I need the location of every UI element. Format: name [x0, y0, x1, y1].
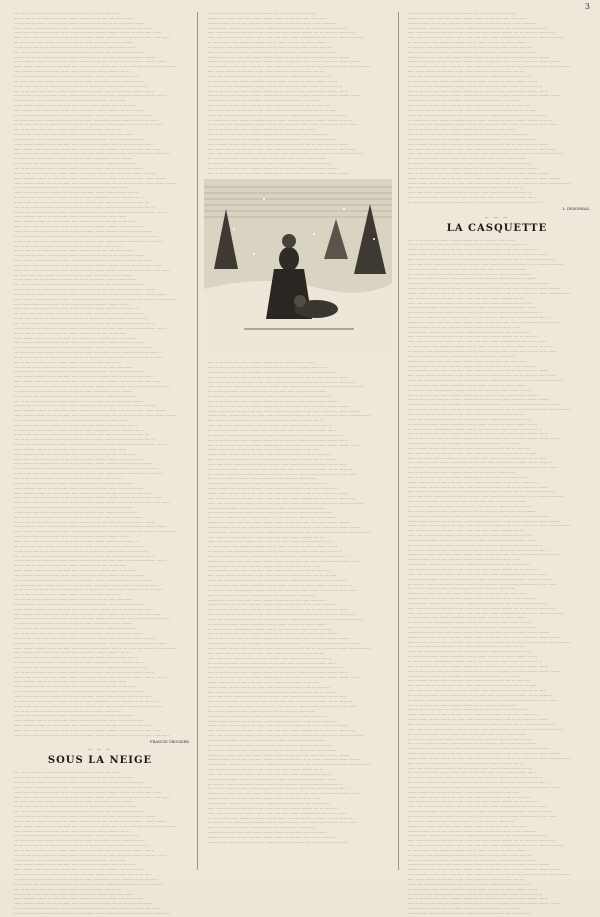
- story-title: SOUS LA NEIGE: [47, 755, 153, 767]
- section-separator: — — —: [484, 213, 510, 219]
- column-1: [10, 12, 190, 917]
- story-body-text: ····· ··· ···· ······· ······ ········ ········· ·········· ····· ··· ···· ······· ······ ········ ·········· ····· ··· ···· ······· ······ ········ ········· ·········· ····· ··· ···· ······· ······ ········ ········· ·········· ····· ··· ···· ······· ······ ········ ········· ·········· ····· ··· ···· ······· ······ ········ ········ ········· ·········· ····· ··· ···· ······· ······ ········ ········· ·········· ····· ··· ···· ······· ······ ········ ······ ········ ········· ·········· ····· ··· ···· ······· ······ ········ ········· ·········· ····· ··· ···· ······· ······ ········ ······· ······ ········ ········· ·········· ····· ··· ···· ······· ······ ········ ········· ·········· ····· ··· ···· ······· ······ ········ ···· ······· ······ ········ ········· ·········· ····· ··· ···· ······· ······ ········ ········· ·········· ··· ···· ······· ······ ········ ········· ·········· ····· ··· ···· ······· ······ ········ ········· ·········· ····· ··· ···· ······· ······ ········ ········· ·········· ····· ··· ···· ······· ······ ········ ········· ·········· ·········· ····· ··· ···· ······· ······ ········ ········· ·········· ····· ··· ···· ······· ······ ········ ········· ·········· ········· ·········· ····· ··· ···· ······· ······ ········ ········· ·········· ····· ··· ···· ······· ······ ········ ········· ·········· ········ ········· ·········· ····· ··· ···· ······· ······ ········ ········· ·········· ····· ··· ···· ······· ······ ········ ········· ·········· ······ ········ ········· ·········· ····· ··· ···· ······· ······ ········ ········· ·········· ····· ··· ······· ······ ········ ········· ·········· ····· ··· ···· ······· ······ ········ ········· ·········· ····· ··· ···· ······· ······ ········ ········· ·········· ····· ··· ···· ······· ······ ········ ········· ·········· ····· ··· ··· ···· ······· ······ ········ ········· ·········· ····· ··· ···· ······· ······ ········ ········· ·········· ····· ··· ····· ··· ···· ······· ······ ········ ········· ·········· ····· ··· ···· ······· ······ ········ ········· ·········· ····· ··· ·········· ····· ··· ···· ······· ······ ········ ········· ·········· ····· ··· ···· ······· ······ ········ ········· ·········· ····· ··· ········· ·········· ····· ··· ···· ······· ······ ········ ········· ·········· ····· ··· ···· ······· ········ ········· ·········· ····· ··· ···· ······· ······ ········ ········· ·········· ····· ··· ···· ······· ······ ········ ········· ·········· ····· ··· ···· ······· ······ ········ ········· ·········· ····· ··· ···· ······· ······· ······ ········ ········· ·········· ····· ··· ···· ······· ······ ········ ········· ·········· ····· ··· ···· ······· ···· ······· ······ ········ ········· ·········· ····· ··· ···· ······· ······ ········ ········· ·········· ····· ··· ···· ······· ··· ···· ······· ······ ········ ········· ·········· ····· ··· ···· ······· ······ ········ ········· ·········· ····· ··· ···· ······· ····· ··· ···· ······· ······ ········ ········· ·········· ····· ··· ···· ······· ······ ········ ·········· ····· ··· ···· ······· ······ ········ ········· ·········· ····· ··· ···· ······· ······ ········ ········· ·········· ····· ··· ···· ······· ······ ········ ········· ·········· ····· ··· ···· ······· ······ ········ ········ ········· ·········· ····· ··· ···· ······· ······ ········ ········· ·········· ····· ··· ···· ······· ······ ········ ······ ········ ········· ·········· ····· ··· ···· ······· ······ ········ ········· ·········· ····· ··· ···· ······· ······ ········ ······· ······ ········ ········· ·········· ····· ··· ···· ······· ······ ········ ········· ·········· ····· ··· ···· ······· ······ ········ ···· ······· ······ ········ ········· ·········· ····· ··· ···· ······· ······ ········ ········· ·········· ··· ···· ······· ······ ········ ········· ·········· ····· ··· ···· ······· ······ ········ ········· ·········· ····· ··· ···· ······· ······ ········ ········· ·········· ····· ··· ···· ······· ······ ········ ········· ·········· ·········· ····· ··· ···· ······· ······ ········ ········· ·········· ····· ··· ···· ······· ······ ········ ········· ·········· ········· ·········· ····· ··· ···· ······· ······ ········ ········· ·········· ····· ··· ···· ······· ······ ········ ········· ·········· ········ ········· ·········· ····· ··· ···· ······· ······ ········ ········· ·········· ····· ··· ···· ······· ······ ········ ········· ·········· ······ ········ ········· ·········· ····· ··· ···· ······· ······ ········ ········· ·········· ····· ··· ······· ······ ········ ········· ·········· ····· ··· ···· ······· ······ ········ ········· ·········· ····· ··· ···· ······· ······ ········ ········· ·········· ····· ··· ···· ······· ······ ········ ········· ·········· ····· ··· ··· ···· ······· ······ ········ ········· ·········· ····· ··· ···· ······· ······ ········ ········· ·········· ····· ···: [408, 12, 570, 205]
- engraving-illustration: [204, 179, 392, 357]
- story-signature: L. DESORNAS.: [562, 207, 590, 212]
- page-number: 3: [584, 2, 590, 11]
- story-body-text: ····· ··· ···· ······· ······ ········ ········· ·········· ····· ··· ···· ······· ······ ········ ·········· ····· ··· ···· ······· ······ ········ ········· ·········· ····· ··· ···· ······· ······ ········ ········· ·········· ····· ··· ···· ······· ······ ········ ········· ·········· ····· ··· ···· ······· ······ ········ ········ ········· ·········· ····· ··· ···· ······· ······ ········ ········· ·········· ····· ··· ···· ······· ······ ········ ······ ········ ········· ·········· ····· ··· ···· ······· ······ ········ ········· ·········· ····· ··· ···· ······· ······ ········ ······· ······ ········ ········· ·········· ····· ··· ···· ······· ······ ········ ········· ·········· ····· ··· ···· ······· ······ ········ ···· ······· ······ ········ ········· ·········· ····· ··· ···· ······· ······ ········ ········· ·········· ··· ···· ······· ······ ········ ········· ·········· ····· ··· ···· ······· ······ ········ ········· ·········· ····· ··· ···· ······· ······ ········ ········· ·········· ····· ··· ···· ······· ······ ········ ········· ·········· ·········· ····· ··· ···· ······· ······ ········ ········· ·········· ····· ··· ···· ······· ······ ········ ········· ·········· ········· ·········· ····· ··· ···· ······· ······ ········ ········· ·········· ····· ··· ···· ······· ······ ········ ········· ·········· ········ ········· ·········· ····· ··· ···· ······· ······ ········ ········· ·········· ····· ··· ···· ······· ······ ········ ········· ·········· ······ ········ ········· ·········· ····· ··· ···· ······· ······ ········ ········· ·········· ····· ··· ······· ······ ········ ········· ·········· ····· ··· ···· ······· ······ ········ ········· ·········· ····· ··· ···· ······· ······ ········ ········· ·········· ····· ··· ···· ······· ······ ········ ········· ·········· ····· ··· ··· ···· ······· ······ ········ ········· ·········· ····· ··· ···· ······· ······ ········ ········· ·········· ····· ··· ····· ··· ···· ······· ······ ········ ········· ·········· ····· ··· ···· ······· ······ ········ ········· ·········· ····· ··· ·········· ····· ··· ···· ······· ······ ········ ········· ·········· ····· ··· ···· ······· ······ ········ ········· ·········· ····· ··· ········· ·········· ····· ··· ···· ······· ······ ········ ········· ·········· ····· ··· ···· ······· ········ ········· ·········· ····· ··· ···· ······· ······ ········ ········· ·········· ····· ··· ···· ······· ······ ········ ········· ·········· ····· ··· ···· ······· ······ ········ ········· ·········· ····· ··· ···· ······· ······· ······ ········ ········· ·········· ····· ··· ···· ······· ······ ········ ········· ·········· ····· ··· ···· ······· ···· ······· ······ ········ ········· ·········· ····· ··· ···· ······· ······ ········ ········· ·········· ····· ··· ···· ······· ··· ···· ······· ······ ········ ········· ·········· ····· ··· ···· ······· ······ ········ ········· ·········· ····· ··· ···· ······· ····· ··· ···· ······· ······ ········ ········· ·········· ····· ··· ···· ······· ······ ········ ·········· ····· ··· ···· ······· ······ ········ ········· ·········· ····· ··· ···· ······· ······ ········ ········· ·········· ····· ··· ···· ······· ······ ········ ········· ·········· ····· ··· ···· ······· ······ ········ ········ ········· ·········· ····· ··· ···· ······· ······ ········ ········· ·········· ····· ··· ···· ······· ······ ········ ······ ········ ········· ·········· ····· ··· ···· ······· ······ ········ ········· ·········· ····· ··· ···· ······· ······ ········ ······· ······ ········ ········· ·········· ····· ··· ···· ······· ······ ········ ········· ·········· ····· ··· ···· ······· ······ ········ ···· ······· ······ ········ ········· ·········· ····· ··· ···· ······· ······ ········ ········· ·········· ··· ···· ······· ······ ········ ········· ·········· ····· ··· ···· ······· ······ ········ ········· ·········· ····· ··· ···· ······· ······ ········ ········· ·········· ····· ··· ···· ······· ······ ········ ········· ·········· ·········· ····· ··· ···· ······· ······ ········ ········· ·········· ····· ··· ···· ······· ······ ········ ········· ·········· ········· ·········· ····· ··· ···· ······· ······ ········ ········· ·········· ····· ··· ···· ······· ······ ········ ········· ·········· ········ ········· ·········· ····· ··· ···· ······· ······ ········ ········· ·········· ····· ··· ···· ······· ······ ········ ········· ·········· ······ ········ ········· ·········· ····· ··· ···· ······· ······ ········ ········· ·········· ····· ··· ······· ······ ········ ········· ·········· ····· ··· ···· ······· ······ ········ ········· ·········· ····· ··· ···· ······· ······ ········ ········· ·········· ····· ··· ···· ······· ······ ········ ········· ·········· ····· ··· ··· ···· ······· ······ ········ ········· ·········· ····· ··· ···· ······· ······ ········ ········· ·········· ····· ··· ····· ··· ···· ······· ······ ········ ········· ·········· ····· ··· ···· ······· ······ ········ ········· ·········· ····· ··· ·········· ····· ··· ···· ······· ······ ········ ········· ·········· ····· ··· ···· ······· ······ ········ ········· ·········· ····· ··· ········· ·········· ····· ··· ···· ······· ······ ········ ········· ·········· ····· ··· ···· ······· ········ ········· ·········· ····· ··· ···· ······· ······ ········ ········· ·········· ····· ··· ···· ······· ······ ········ ········· ·········· ····· ··· ···· ······· ······ ········ ········· ·········· ····· ··· ···· ······· ······· ······ ········ ········· ·········· ····· ··· ···· ······· ······ ········ ········· ·········· ····· ··· ···· ······· ···· ······· ······ ········ ········· ·········· ····· ··· ···· ······· ······ ········ ········· ·········· ····· ··· ···· ······· ··· ···· ······· ······ ········ ········· ·········· ····· ··· ···· ······· ······ ········ ········· ·········· ····· ··· ···· ······· ····· ··· ···· ······· ······ ········ ········· ·········· ····· ··· ···· ······· ······ ········ ·········· ····· ··· ···· ······· ······ ········ ········· ·········· ····· ··· ···· ······· ······ ········ ········· ·········· ····· ··· ···· ······· ······ ········ ········· ·········· ····· ··· ···· ······· ······ ········ ········ ········· ·········· ····· ··· ···· ······· ······ ········ ········· ·········· ····· ··· ···· ······· ······ ········ ······ ········ ········· ·········· ····· ··· ···· ······· ······ ········ ········· ·········· ····· ··· ···· ······· ······ ········ ······· ······ ········ ········· ·········· ····· ··· ···· ······· ······ ········ ········· ·········· ····· ··· ···· ······· ······ ········ ···· ······· ······ ········ ········· ·········· ····· ··· ···· ······· ······ ········ ········· ·········· ··· ···· ······· ······ ········ ········· ·········· ····· ··· ···· ······· ······ ········ ········· ·········· ····· ··· ···· ······· ······ ········ ········· ·········· ····· ··· ···· ······· ······ ········ ········· ·········· ·········· ····· ··· ···· ······· ······ ········ ········· ·········· ····· ··· ···· ······· ······ ········ ········· ·········· ········· ·········· ····· ··· ···· ······· ······ ········ ········· ·········· ····· ··· ···· ······· ······ ········ ········· ·········· ········ ········· ·········· ····· ··· ···· ······· ······ ········ ········· ·········· ····· ··· ···· ······· ······ ········ ········· ·········· ······ ········ ········· ·········· ····· ··· ···· ······· ······ ········ ········· ·········· ····· ··· ······· ······ ········ ········· ·········· ····· ··· ···· ······· ······ ········ ········· ·········· ····· ··· ···· ······· ······ ········ ········· ·········· ····· ··· ···· ······· ······ ········ ········· ·········· ····· ··· ··· ···· ······· ······ ········ ········· ·········· ····· ··· ···· ······· ······ ········ ········· ·········· ····· ··· ····· ··· ···· ······· ······ ········ ········· ·········· ····· ··· ···· ······· ······ ········ ········· ·········· ····· ··· ·········· ····· ··· ···· ······· ······ ········ ········· ·········· ····· ··· ···· ······· ······ ········ ········· ·········· ····· ··· ········· ·········· ····· ··· ···· ······· ······ ········ ········· ·········· ····· ··· ···· ······· ········ ········· ·········· ····· ··· ···· ······· ······ ········ ········· ·········· ····· ··· ···· ······· ······ ········ ········· ·········· ····· ··· ···· ······· ······ ········ ········· ·········· ····· ··· ···· ······· ······· ······ ········ ········· ·········· ····· ··· ···· ······· ······ ········ ········· ·········· ····· ··· ···· ······· ···· ······· ······ ········ ········· ·········· ····· ··· ···· ······· ······ ········ ········· ·········· ····· ··· ···· ······· ··· ···· ······· ······ ········ ········· ·········· ····· ··· ···· ······· ······ ········ ········· ·········· ····· ··· ···· ······· ····· ··· ···· ······· ······ ········ ········· ·········· ····· ··· ···· ······· ······ ········ ·········· ····· ··· ···· ······· ······ ········ ········· ·········· ····· ··· ···· ······· ······ ········ ········· ·········· ····· ··· ···· ······· ······ ········ ········· ·········· ····· ··· ···· ······· ······ ········ ········ ········· ·········· ····· ··· ···· ······· ······ ········ ········· ·········· ····· ··· ···· ······· ······ ········ ······ ········ ········· ·········· ····· ··· ···· ······· ······ ········ ········· ·········· ····· ··· ···· ······· ······ ········ ······· ······ ········ ········· ·········· ····· ··· ···· ······· ······ ········ ········· ·········· ····· ··· ···· ······· ······ ········ ···· ······· ······ ········ ········· ·········· ····· ··· ···· ······· ······ ········ ········· ·········· ··· ···· ······· ······ ········ ········· ·········· ····· ··· ···· ······· ······ ········ ········· ·········· ····· ··· ···· ······· ······ ········ ········· ·········· ····· ··· ···· ······· ······ ········ ········· ·········· ·········· ····· ··· ···· ······· ······ ········ ········· ·········· ····· ··· ···· ······· ······ ········ ········· ·········· ········· ·········· ····· ··· ···· ······· ······ ········ ········· ·········· ····· ··· ···· ······· ······ ········ ········· ·········· ········ ········· ·········· ····· ··· ···· ······· ······ ········ ········· ·········· ····· ··· ···· ······· ······ ········ ········· ·········· ······ ········ ········· ·········· ····· ··· ···· ······· ······ ········ ········· ·········· ····· ··· ······· ······ ········ ········· ·········· ····· ··· ···· ······· ······ ········ ········· ·········· ····· ··· ···· ······· ······ ········ ········· ·········· ····· ··· ···· ······· ······ ········ ········· ·········· ····· ··· ··· ···· ······· ······ ········ ········· ·········· ····· ··· ···· ······· ······ ········ ········· ·········· ····· ··· ····· ··· ···· ······· ······ ········ ········· ·········· ····· ··· ···· ······· ······ ········ ········· ·········· ····· ··· ·········· ····· ··· ···· ······· ······ ········ ········· ·········· ····· ··· ···· ······· ······ ········ ········· ·········· ····· ··· ········· ·········· ····· ··· ···· ······· ······ ········ ········· ·········· ····· ··· ···· ······· ········ ········· ·········· ····· ··· ···· ······· ······ ········ ········· ·········· ····· ··· ···· ······· ······ ········ ········· ·········· ····· ··· ···· ······· ······ ········ ········· ·········· ····· ··· ···· ······· ······· ······ ········ ········· ·········· ····· ··· ···· ······· ······ ········ ········· ·········· ····· ··· ···· ······· ···· ······· ······ ········ ········· ·········· ····· ··· ···· ······· ······ ········ ········· ·········· ····· ··· ···· ······· ··· ···· ······· ······ ········ ········· ·········· ····· ··· ···· ······· ······ ········ ········· ·········· ····· ··· ···· ······· ····· ··· ···· ······· ······ ········ ········· ·········· ····· ··· ···· ······· ······ ········ ·········· ····· ··· ···· ······· ······ ········ ········· ·········· ····· ··· ···· ······· ······ ········ ········· ·········· ····· ··· ···· ······· ······ ········ ········· ·········· ····· ··· ···· ······· ······ ········ ········ ········· ·········· ····· ··· ···· ······· ······ ········ ········· ·········· ····· ··· ···· ······· ······ ········ ······ ········ ········· ·········· ····· ··· ···· ······· ······ ········ ········· ·········· ····· ··· ···· ······· ······ ········ ······· ······ ········ ········· ·········· ····· ··· ···· ······· ······ ········ ········· ·········· ····· ··· ···· ······· ······ ········ ···· ······· ······ ········ ········· ·········· ····· ··· ···· ······· ······ ········ ········· ·········· ··· ···· ······· ······ ········ ········· ·········· ····· ··· ···· ······· ······ ········ ········· ·········· ····· ··· ···· ······· ······ ········ ········· ·········· ····· ··· ···· ······· ······ ········ ········· ·········· ·········· ····· ··· ···· ······· ······ ········ ········· ·········· ····· ··· ···· ······· ······ ········ ········· ·········· ········· ·········· ····· ··· ···· ······· ······ ········ ········· ·········· ····· ··· ···· ······· ······ ········ ········· ·········· ········ ········· ·········· ····· ··· ···· ······· ······ ········ ········· ·········· ····· ··· ···· ······· ······ ········ ········· ·········· ······ ········ ········· ·········· ····· ··· ···· ······· ······ ········ ········· ·········· ····· ··· ······· ······ ········ ········· ·········· ····· ··· ···· ······· ······ ········ ········· ·········· ····· ··· ···· ······· ······ ········ ········· ·········· ····· ··· ···· ······· ······ ········ ········· ·········· ····· ··· ··· ···· ······· ······ ········ ········· ·········· ····· ··· ···· ······· ······ ········ ········· ·········· ····· ··· ····· ··· ···· ······· ······ ········ ········· ·········· ····· ··· ···· ······· ······ ········ ········· ·········· ····· ··· ·········· ····· ··· ···· ······· ······ ········ ········· ·········· ····· ··· ···· ······· ······ ········ ········· ·········· ····· ··· ········· ·········· ····· ··· ···· ······· ······ ········ ········· ·········· ····· ··· ···· ······· ········ ········· ·········· ····· ··· ···· ······· ······ ········ ········· ·········· ····· ··· ···· ······· ······ ········ ········· ·········· ····· ··· ···· ······· ······ ········ ········· ·········· ····· ··· ···· ······· ······· ······ ········ ········· ·········· ····· ··· ···· ······· ······ ········ ········· ·········· ····· ··· ···· ······· ···· ······· ······ ········ ········· ·········· ····· ··· ···· ······· ······ ········ ········· ·········· ····· ··· ···· ······· ··· ···· ······· ······ ········ ········· ·········· ····· ··· ···· ······· ······ ········ ········· ·········· ····· ··· ···· ······· ····· ··· ···· ······· ······ ········ ········· ·········· ····· ··· ···· ······· ······ ········ ·········· ····· ··· ···· ······· ······ ········ ········· ·········· ····· ··· ···· ······· ······ ········ ········· ·········· ····· ··· ···· ······· ······ ········ ········· ·········· ····· ··· ···· ······· ······ ········ ········ ········· ·········· ····· ··· ···· ······· ······ ········ ········· ·········· ····· ··· ···· ······· ······ ········ ······ ········ ········· ·········· ····· ··· ···· ······· ······ ········ ········· ·········· ····· ··· ···· ······· ······ ········ ······· ······ ········ ········· ·········· ····· ··· ···· ······· ······ ········ ········· ·········· ····· ··· ···· ······· ······ ········ ···· ······· ······ ········ ········· ·········· ····· ··· ···· ······· ······ ········ ········· ·········· ··· ···· ······· ······ ········ ········· ·········· ····· ··· ···· ······· ······ ········ ········· ·········· ····· ··· ···· ······· ······ ········ ········· ·········· ····· ··· ···· ······· ······ ········ ········· ·········· ·········· ····· ··· ···· ······· ······ ········ ········· ·········· ····· ··· ···· ······· ······ ········ ········· ·········· ········· ·········· ····· ··· ···· ······· ······ ········ ········· ·········· ····· ··· ···· ······· ······ ········ ········· ·········· ········ ········· ·········· ····· ··· ···· ······· ······ ········ ········· ·········· ····· ··· ···· ······· ······ ········ ········· ·········· ······ ········ ········· ·········· ····· ··· ···· ······· ······ ········ ········· ·········· ····· ··· ······· ······ ········ ········· ·········· ····· ··· ···· ······· ······ ········ ········· ·········· ····· ··· ···· ······· ······ ········ ········· ·········· ····· ··· ···· ······· ······ ········ ········· ·········· ····· ··· ··· ···· ······· ······ ········ ········· ·········· ····· ··· ···· ······· ······ ········ ········· ·········· ····· ··· ····· ··· ···· ······· ······ ········ ········· ·········· ····· ··· ···· ······· ······ ········ ········· ·········· ····· ··· ·········· ····· ··· ···· ······· ······ ········ ········· ·········· ····· ··· ···· ······· ······ ········ ········· ·········· ····· ··· ········· ·········· ····· ··· ···· ······· ······ ········ ········· ·········· ····· ··· ···· ······· ········ ········· ·········· ····· ··· ···· ······· ······ ········ ········· ·········· ····· ··· ···· ·······: [408, 238, 570, 916]
- article-body-text: ····· ··· ···· ······· ······ ········ ········· ·········· ····· ··· ···· ······· ······ ········ ·········· ····· ··· ···· ······· ······ ········ ········· ·········· ····· ··· ···· ······· ······ ········ ········· ·········· ····· ··· ···· ······· ······ ········ ········· ·········· ····· ··· ···· ······· ······ ········ ········ ········· ·········· ····· ··· ···· ······· ······ ········ ········· ·········· ····· ··· ···· ······· ······ ········ ······ ········ ········· ·········· ····· ··· ···· ······· ······ ········ ········· ·········· ····· ··· ···· ······· ······ ········ ······· ······ ········ ········· ·········· ····· ··· ···· ······· ······ ········ ········· ·········· ····· ··· ···· ······· ······ ········ ···· ······· ······ ········ ········· ·········· ····· ··· ···· ······· ······ ········ ········· ·········· ··· ···· ······· ······ ········ ········· ·········· ····· ··· ···· ······· ······ ········ ········· ·········· ····· ··· ···· ······· ······ ········ ········· ·········· ····· ··· ···· ······· ······ ········ ········· ·········· ·········· ····· ··· ···· ······· ······ ········ ········· ·········· ····· ··· ···· ······· ······ ········ ········· ·········· ········· ·········· ····· ··· ···· ······· ······ ········ ········· ·········· ····· ··· ···· ······· ······ ········ ········· ·········· ········ ········· ·········· ····· ··· ···· ······· ······ ········ ········· ·········· ····· ··· ···· ······· ······ ········ ········· ·········· ······ ········ ········· ·········· ····· ··· ···· ······· ······ ········ ········· ·········· ····· ··· ······· ······ ········ ········· ·········· ····· ··· ···· ······· ······ ········ ········· ·········· ····· ··· ···· ······· ······ ········ ········· ·········· ····· ··· ···· ······· ······ ········ ········· ·········· ····· ··· ··· ···· ······· ······ ········ ········· ·········· ····· ··· ···· ······· ······ ········ ········· ·········· ····· ··· ····· ··· ···· ······· ······ ········ ········· ·········· ····· ··· ···· ······· ······ ········ ········· ·········· ····· ··· ·········· ····· ··· ···· ······· ······ ········ ········· ·········· ····· ··· ···· ······· ······ ········ ········· ·········· ····· ··· ········· ·········· ····· ··· ···· ······· ······ ········ ········· ·········· ····· ··· ···· ······· ········ ········· ·········· ····· ··· ···· ······· ······ ········ ········· ·········· ····· ··· ···· ······· ······ ········ ········· ·········· ····· ··· ···· ······· ······ ········ ········· ·········· ····· ··· ···· ······· ······· ······ ········ ········· ·········· ····· ··· ···· ······· ······ ········ ········· ·········· ····· ··· ···· ······· ···· ······· ······ ········ ········· ·········· ····· ··· ···· ······· ······ ········ ········· ·········· ····· ··· ···· ······· ··· ···· ······· ······ ········ ········· ·········· ····· ··· ···· ······· ······ ········ ········· ·········· ····· ··· ···· ······· ····· ··· ···· ······· ······ ········ ········· ·········· ····· ··· ···· ······· ······ ········ ·········· ····· ··· ···· ······· ······ ········ ········· ·········· ····· ··· ···· ······· ······ ········ ········· ·········· ····· ··· ···· ······· ······ ········ ········· ·········· ····· ··· ···· ······· ······ ········ ········ ········· ·········· ····· ··· ···· ······· ······ ········ ········· ·········· ····· ··· ···· ······· ······ ········ ······ ········ ········· ·········· ····· ··· ···· ······· ······ ········ ········· ·········· ····· ··· ···· ······· ······ ········ ······· ······ ········ ········· ·········· ····· ··· ···· ······· ······ ········ ········· ·········· ····· ··· ···· ······· ······ ········ ···· ······· ······ ········ ········· ·········· ····· ··· ···· ······· ······ ········ ········· ·········· ··· ···· ······· ······ ········ ········· ·········· ····· ··· ···· ······· ······ ········ ········· ·········· ····· ··· ···· ······· ······ ········ ········· ·········· ····· ··· ···· ······· ······ ········ ········· ·········· ·········· ····· ··· ···· ······· ······ ········ ········· ·········· ····· ··· ···· ······· ······ ········ ········· ·········· ········· ·········· ····· ··· ···· ······· ······ ········ ········· ·········· ····· ··· ···· ······· ······ ········ ········· ·········· ········ ········· ·········· ····· ··· ···· ······· ······ ········ ········· ·········· ····· ··· ···· ······· ······ ········ ········· ·········· ······ ········ ········· ·········· ····· ··· ···· ······· ······ ········ ········· ·········· ····· ··· ······· ······ ········ ········· ·········· ····· ··· ···· ······· ······ ········ ········· ·········· ····· ··· ···· ······· ······ ········ ········· ·········· ····· ··· ···· ······· ······ ········ ········· ·········· ····· ··· ··· ···· ······· ······ ········ ········· ·········· ····· ··· ···· ······· ······ ········ ········· ·········· ····· ··· ····· ··· ···· ······· ······ ········ ········· ·········· ····· ··· ···· ······· ······ ········ ········· ·········· ····· ··· ·········· ····· ··· ···· ······· ······ ········ ········· ·········· ····· ··· ···· ······· ······ ········ ········· ·········· ····· ··· ········· ·········· ····· ··· ···· ······· ······ ········ ········· ·········· ····· ··· ···· ······· ········ ········· ·········· ····· ··· ···· ······· ······ ········ ········· ·········· ····· ··· ···· ······· ······ ········ ········· ·········· ····· ··· ···· ······· ······ ········ ········· ·········· ····· ··· ···· ······· ······· ······ ········ ········· ·········· ····· ··· ···· ······· ······ ········ ········· ·········· ····· ··· ···· ······· ···· ······· ······ ········ ········· ·········· ····· ··· ···· ······· ······ ········ ········· ·········· ····· ··· ···· ······· ··· ···· ······· ······ ········ ········· ·········· ····· ··· ···· ······· ······ ········ ········· ·········· ····· ··· ···· ······· ····· ··· ···· ······· ······ ········ ········· ·········· ····· ··· ···· ······· ······ ········ ·········· ····· ··· ···· ······· ······ ········ ········· ·········· ····· ··· ···· ······· ······ ········ ········· ·········· ····· ··· ···· ······· ······ ········ ········· ·········· ····· ··· ···· ······· ······ ········ ········ ········· ·········· ····· ··· ···· ······· ······ ········ ········· ·········· ····· ··· ···· ······· ······ ········ ······ ········ ········· ·········· ····· ··· ···· ······· ······ ········ ········· ·········· ····· ··· ···· ······· ······ ········ ······· ······ ········ ········· ·········· ····· ··· ···· ······· ······ ········ ········· ·········· ····· ··· ···· ······· ······ ········ ···· ······· ······ ········ ········· ·········· ····· ··· ···· ······· ······ ········ ········· ·········· ··· ···· ······· ······ ········ ········· ·········· ····· ··· ···· ······· ······ ········ ········· ·········· ····· ··· ···· ······· ······ ········ ········· ·········· ····· ··· ···· ······· ······ ········ ········· ·········· ·········· ····· ··· ···· ······· ······ ········ ········· ·········· ····· ··· ···· ······· ······ ········ ········· ·········· ········· ·········· ····· ··· ···· ······· ······ ········ ········· ·········· ····· ··· ···· ······· ······ ········ ········· ·········· ········ ········· ·········· ····· ··· ···· ······· ······ ········ ········· ·········· ····· ··· ···· ······· ······ ········ ········· ·········· ······ ········ ········· ·········· ····· ··· ···· ······· ······ ········ ········· ·········· ····· ··· ······· ······ ········ ········· ·········· ····· ··· ···· ······· ······ ········ ········· ·········· ····· ··· ···· ······· ······ ········ ········· ·········· ····· ··· ···· ······· ······ ········ ········· ·········· ····· ··· ··· ···· ······· ······ ········ ········· ·········· ····· ··· ···· ······· ······ ········ ········· ·········· ····· ··· ····· ··· ···· ······· ······ ········ ········· ·········· ····· ··· ···· ······· ······ ········ ········· ·········· ····· ··· ·········· ····· ··· ···· ······· ······ ········ ········· ·········· ····· ··· ···· ······· ······ ········ ········· ·········· ····· ··· ········· ·········· ····· ··· ···· ······· ······ ········ ········· ·········· ····· ··· ···· ······· ········ ········· ·········· ····· ··· ···· ······· ······ ········ ········· ·········· ····· ··· ···· ······· ······ ········ ········· ·········· ····· ··· ···· ······· ······ ········ ········· ·········· ····· ··· ···· ······· ······· ······ ········ ········· ·········· ····· ··· ···· ······· ······ ········ ········· ·········· ····· ··· ···· ······· ···· ······· ······ ········ ········· ·········· ····· ··· ···· ······· ······ ········ ········· ·········· ····· ··· ···· ······· ··· ···· ······· ······ ········ ········· ·········· ····· ··· ···· ······· ······ ········ ········· ·········· ····· ··· ···· ······· ····· ··· ···· ······· ······ ········ ········· ·········· ····· ··· ···· ······· ······ ········ ·········· ····· ··· ···· ······· ······ ········ ········· ·········· ····· ··· ···· ······· ······ ········ ········· ·········· ····· ··· ···· ······· ······ ········ ········· ·········· ····· ··· ···· ······· ······ ········ ········ ········· ·········· ····· ··· ···· ······· ······ ········ ········· ·········· ····· ··· ···· ······· ······ ········ ······ ········ ········· ·········· ····· ··· ···· ······· ······ ········ ········· ·········· ····· ··· ···· ······· ······ ········ ······· ······ ········ ········· ·········· ····· ··· ···· ······· ······ ········ ········· ·········· ····· ··· ···· ······· ······ ········ ···· ······· ······ ········ ········· ·········· ····· ··· ···· ······· ······ ········ ········· ·········· ··· ···· ······· ······ ········ ········· ·········· ····· ··· ···· ······· ······ ········ ········· ·········· ····· ··· ···· ······· ······ ········ ········· ·········· ····· ··· ···· ······· ······ ········ ········· ·········· ·········· ····· ··· ···· ······· ······ ········ ········· ·········· ····· ··· ···· ······· ······ ········ ········· ·········· ········· ·········· ····· ··· ···· ······· ······ ········ ········· ·········· ····· ··· ···· ······· ······ ········ ········· ·········· ········ ········· ·········· ····· ··· ···· ······· ······ ········ ········· ·········· ····· ··· ···· ······· ······ ········ ········· ·········· ······ ········ ········· ·········· ····· ··· ···· ······· ······ ········ ········· ·········· ····· ··· ······· ······ ········ ········· ·········· ····· ··· ···· ······· ······ ········ ········· ·········· ····· ··· ···· ······· ······ ········ ········· ·········· ····· ··· ···· ······· ······ ········ ········· ·········· ····· ··· ··· ···· ······· ······ ········ ········· ·········· ····· ··· ···· ······· ······ ········ ········· ·········· ····· ··· ····· ··· ···· ······· ······ ········ ········· ·········· ····· ··· ···· ······· ······ ········ ········· ·········· ····· ··· ·········· ····· ··· ···· ······· ······ ········ ········· ·········· ····· ··· ···· ······· ······ ········ ········· ·········· ····· ··· ········· ·········· ····· ··· ···· ······· ······ ········ ········· ·········· ····· ··· ···· ······· ········ ········· ·········· ····· ··· ···· ······· ······ ········ ········· ·········· ····· ··· ···· ······· ······ ········ ········· ·········· ····· ··· ···· ······· ······ ········ ········· ·········· ····· ··· ···· ······· ······· ······ ········ ········· ·········· ····· ··· ···· ······· ······ ········ ········· ·········· ····· ··· ···· ······· ···· ······· ······ ········ ········· ·········· ····· ··· ···· ······· ······ ········ ········· ·········· ····· ··· ···· ······· ··· ···· ······· ······ ········ ········· ·········· ····· ··· ···· ······· ······ ········ ········· ·········· ····· ··· ···· ······· ····· ··· ···· ······· ······ ········ ········· ·········· ····· ··· ···· ······· ······ ········ ·········· ····· ··· ···· ······· ······ ········ ········· ·········· ····· ··· ···· ······· ······ ········ ········· ·········· ····· ··· ···· ······· ······ ········ ········· ·········· ····· ··· ···· ······· ······ ········ ········ ········· ·········· ····· ··· ···· ······· ······ ········ ········· ·········· ····· ··· ···· ······· ······ ········ ······ ········ ········· ·········· ····· ··· ···· ······· ······ ········ ········· ·········· ····· ··· ···· ······· ······ ········ ······· ······ ········ ········· ·········· ····· ··· ···· ······· ······ ········ ········· ·········· ····· ··· ···· ······· ······ ········ ···· ······· ······ ········ ········· ·········· ····· ··· ···· ······· ······ ········ ········· ·········· ··· ···· ······· ······ ········ ········· ·········· ····· ··· ···· ······· ······ ········ ········· ·········· ····· ··· ···· ······· ······ ········ ········· ·········· ····· ··· ···· ······· ······ ········ ········· ·········· ·········· ····· ··· ···· ······· ······ ········ ········· ·········· ····· ··· ···· ······· ······ ········ ········· ·········· ········· ·········· ····· ··· ···· ······· ······ ········ ········· ·········· ····· ··· ···· ······· ······ ········ ········· ·········· ········ ········· ·········· ····· ··· ···· ······· ······ ········ ········· ·········· ····· ··· ···· ······· ······ ········ ········· ·········· ······ ········ ········· ·········· ····· ··· ···· ······· ······ ········ ········· ·········· ····· ··· ······· ······ ········ ········· ·········· ····· ··· ···· ······· ······ ········ ········· ·········· ····· ··· ···· ······· ······ ········ ········· ·········· ····· ··· ···· ······· ······ ········ ········· ·········· ····· ··· ··· ···· ······· ······ ········ ········· ·········· ····· ··· ···· ······· ······ ········ ········· ·········· ····· ··· ····· ··· ···· ······· ······ ········ ········· ·········· ····· ··· ···· ······· ······ ········ ········· ·········· ····· ··· ·········· ····· ··· ···· ······· ······ ········ ········· ·········· ····· ··· ···· ······· ······ ········ ········· ·········· ····· ··· ········· ·········· ····· ··· ···· ······· ······ ········ ········· ·········· ····· ··· ···· ······· ········ ········· ·········· ····· ··· ···· ······· ······ ········ ········· ·········· ····· ··· ···· ······· ······ ········ ········· ·········· ····· ··· ···· ······· ······ ········ ········· ·········· ····· ··· ···· ······· ······· ······ ········ ········· ·········· ····· ··· ···· ······· ······ ········ ········· ·········· ····· ··· ···· ······· ···· ······· ······ ········ ········· ·········· ····· ··· ···· ······· ······ ········ ········· ·········· ····· ··· ···· ······· ··· ···· ······· ······ ········ ········· ·········· ····· ··· ···· ······· ······ ········ ········· ·········· ····· ··· ···· ······· ····· ··· ···· ······· ······ ········ ········· ·········· ····· ··· ···· ······· ······ ········ ·········· ····· ··· ···· ······· ······ ········ ········· ·········· ····· ··· ···· ······· ······ ········ ········· ·········· ····· ··· ···· ······· ······ ········ ········· ·········· ····· ··· ···· ······· ······ ········ ········ ········· ·········· ····· ··· ···· ······· ······ ········ ········· ·········· ····· ··· ···· ······· ······ ········ ······ ········ ········· ·········· ····· ··· ···· ······· ······ ········ ········· ·········· ····· ··· ···· ······· ······ ········ ······· ······ ········ ········· ·········· ····· ··· ···· ······· ······ ········ ········· ·········· ····· ··· ···· ······· ······ ········ ···· ······· ······ ········ ········· ·········· ····· ··· ···· ······· ······ ········ ········· ·········· ··· ···· ······· ······ ········ ········· ·········· ····· ··· ···· ······· ······ ········ ········· ·········· ····· ··· ···· ······· ······ ········ ········· ·········· ····· ··· ···· ······· ······ ········ ········· ·········· ·········· ····· ··· ···· ······· ······ ········ ········· ·········· ····· ··· ···· ······· ······ ········ ········· ·········· ········· ·········· ····· ··· ···· ······· ······ ········ ········· ·········· ····· ··· ···· ······· ······ ········ ········· ·········· ········ ········· ·········· ····· ··· ···· ······· ······ ········ ········· ·········· ····· ··· ···· ······· ······ ········ ········· ·········· ······ ········ ········· ·········· ····· ··· ···· ······· ······ ········ ········· ·········· ····· ··· ······· ······ ········ ········· ·········· ····· ··· ···· ······· ······ ········ ········· ·········· ····· ··· ···· ······· ······ ········ ········· ·········· ····· ··· ···· ······· ······ ········ ········· ·········· ····· ··· ··· ···· ······· ······ ········ ········· ·········· ····· ··· ···· ······· ······ ········ ········· ·········· ····· ··· ····· ··· ···· ······· ······ ········ ········· ·········· ····· ··· ···· ······· ······ ········ ········· ·········· ····· ··· ·········· ····· ··· ···· ······· ······ ········ ········· ·········· ····· ··· ···· ······· ······ ········ ········· ·········· ····· ··· ········· ·········· ····· ··· ···· ······· ······ ········ ········· ·········· ····· ··· ···· ······· ········ ········· ·········· ····· ··· ···· ······· ······ ········ ········· ·········· ····· ··· ···· ······· ······ ········ ········· ·········· ····· ··· ···· ······· ······ ········ ········· ·········· ····· ··· ···· ······· ······· ······ ········ ········· ·········· ····· ··· ···· ······· ······ ········ ········· ·········· ····· ··· ···· ······· ···· ······· ······ ········ ········· ·········· ····· ··· ···· ······· ······ ········ ········· ·········· ····· ··· ···· ······· ··· ···· ······· ······ ········ ········· ·········· ····· ··· ···· ······· ······ ········ ········· ·········· ····· ··· ···· ······· ····· ··· ···· ······· ······ ········ ········· ·········· ····· ··· ···· ······· ······ ········ ·········· ····· ··· ···· ······· ······ ········ ········· ·········· ····· ··· ···· ······· ······ ········ ········· ·········· ····· ··· ···· ······· ······ ········ ········· ·········· ····· ··· ···· ······· ······ ········ ········ ········· ·········· ····· ··· ···· ······· ······ ········ ········· ·········· ····· ··· ···· ······· ······ ········ ······ ········ ········· ·········· ····· ··· ···· ······· ······ ········ ········· ·········· ····· ··· ···· ······· ······ ········ ······· ······ ········ ········· ·········· ····· ··· ···· ······· ······ ········ ········· ·········· ····· ··· ···· ······· ······ ········: [14, 12, 176, 738]
- column-2: [204, 12, 392, 846]
- story-body-text: ····· ··· ···· ······· ······ ········ ········· ·········· ····· ··· ···· ······· ······ ········ ·········· ····· ··· ···· ······· ······ ········ ········· ·········· ····· ··· ···· ······· ······ ········ ········· ·········· ····· ··· ···· ······· ······ ········ ········· ·········· ····· ··· ···· ······· ······ ········ ········ ········· ·········· ····· ··· ···· ······· ······ ········ ········· ·········· ····· ··· ···· ······· ······ ········ ······ ········ ········· ·········· ····· ··· ···· ······· ······ ········ ········· ·········· ····· ··· ···· ······· ······ ········ ······· ······ ········ ········· ·········· ····· ··· ···· ······· ······ ········ ········· ·········· ····· ··· ···· ······· ······ ········ ···· ······· ······ ········ ········· ·········· ····· ··· ···· ······· ······ ········ ········· ·········· ··· ···· ······· ······ ········ ········· ·········· ····· ··· ···· ······· ······ ········ ········· ·········· ····· ··· ···· ······· ······ ········ ········· ·········· ····· ··· ···· ······· ······ ········ ········· ·········· ·········· ····· ··· ···· ······· ······ ········ ········· ·········· ····· ··· ···· ······· ······ ········ ········· ·········· ········· ·········· ····· ··· ···· ······· ······ ········ ········· ·········· ····· ··· ···· ······· ······ ········ ········· ·········· ········ ········· ·········· ····· ··· ···· ······· ······ ········ ········· ·········· ····· ··· ···· ······· ······ ········ ········· ·········· ······ ········ ········· ·········· ····· ··· ···· ······· ······ ········ ········· ·········· ····· ··· ······· ······ ········ ········· ·········· ····· ··· ···· ······· ······ ········ ········· ·········· ····· ··· ···· ······· ······ ········ ········· ·········· ····· ··· ···· ······· ······ ········ ········· ·········· ····· ··· ··· ···· ······· ······ ········ ········· ·········· ····· ··· ···· ······· ······ ········ ········· ·········· ····· ··· ····· ··· ···· ······· ······ ········ ········· ·········· ····· ··· ···· ······· ······ ········ ········· ·········· ····· ··· ·········· ····· ··· ···· ······· ······ ········ ········· ·········· ····· ··· ···· ······· ······ ········ ········· ·········· ····· ··· ········· ·········· ····· ··· ···· ······· ······ ········ ········· ·········· ····· ··· ···· ······· ········ ········· ·········· ····· ··· ···· ······· ······ ········ ········· ·········· ····· ··· ···· ······· ······ ········ ········· ·········· ····· ··· ···· ······· ······ ········ ········· ·········· ····· ··· ···· ······· ······· ······ ········ ········· ·········· ····· ··· ···· ······· ······ ········ ········· ·········· ····· ··· ···· ······· ···· ······· ······ ········ ········· ·········· ····· ··· ···· ······· ······ ········ ········· ·········· ····· ··· ···· ······· ··· ···· ······· ······ ········ ········· ·········· ····· ··· ···· ······· ······ ········ ········· ·········· ····· ··· ···· ······· ····· ··· ···· ······· ······ ········ ········· ·········· ····· ··· ···· ······· ······ ········ ·········· ····· ··· ···· ······· ······ ········ ········· ·········· ····· ··· ···· ······· ······ ········ ········· ·········· ····· ··· ···· ······· ······ ········ ········· ·········· ····· ··· ···· ······· ······ ········ ········ ········· ·········· ····· ··· ···· ······· ······ ········ ········· ·········· ····· ··· ···· ······· ······ ········ ······ ········ ········· ·········· ····· ··· ···· ······· ······ ········ ········· ·········· ····· ··· ···· ······· ······ ········ ······· ······ ········ ········· ·········· ····· ··· ···· ······· ······ ········ ········· ·········· ····· ··· ···· ······· ······ ········ ···· ······· ······ ········ ········· ·········· ····· ··· ···· ······· ······ ········ ········· ·········· ··· ···· ······· ······ ········ ········· ·········· ····· ··· ···· ······· ······ ········ ········· ·········· ····· ··· ···· ······· ······ ········ ········· ·········· ····· ··· ···· ······· ······ ········ ········· ·········· ·········· ····· ··· ···· ······· ······ ········ ········· ·········· ····· ··· ···· ······· ······ ········ ········· ·········· ········· ·········· ····· ··· ···· ······· ······ ········ ········· ·········· ····· ··· ···· ······· ······ ········ ········· ·········· ········ ········· ·········· ····· ··· ···· ······· ······ ········ ········· ·········· ····· ··· ···· ······· ······ ········ ········· ·········· ······ ········ ········· ·········· ····· ··· ···· ······· ······ ········ ········· ·········· ····· ··· ······· ······ ········ ········· ·········· ····· ··· ···· ······· ······ ········ ········· ·········· ····· ··· ···· ······· ······ ········ ········· ·········· ····· ··· ···· ······· ······ ········ ········· ·········· ····· ··· ··· ···· ······· ······ ········ ········· ·········· ····· ··· ···· ······· ······ ········ ········· ·········· ····· ··· ····· ··· ···· ······· ······ ········ ········· ·········· ····· ··· ···· ······· ······ ········ ········· ·········· ····· ··· ·········· ····· ··· ···· ······· ······ ········ ········· ·········· ····· ··· ···· ······· ······ ········ ········· ·········· ····· ··· ········· ·········· ····· ··· ···· ······· ······ ········ ········· ·········· ····· ··· ···· ······· ········ ········· ·········· ····· ··· ···· ······· ······ ········ ········· ·········· ····· ··· ···· ······· ······ ········ ········· ·········· ····· ··· ···· ······· ······ ········ ········· ·········· ····· ··· ···· ······· ······· ······ ········ ········· ·········· ····· ··· ···· ······· ······ ········ ········· ·········· ····· ··· ···· ······· ···· ······· ······ ········ ········· ·········· ····· ··· ···· ······· ······ ········ ········· ·········· ····· ··· ···· ······· ··· ···· ······· ······ ········ ········· ·········· ····· ··· ···· ······· ······ ········ ········· ·········· ····· ··· ···· ······· ····· ··· ···· ······· ······ ········ ········· ·········· ····· ··· ···· ······· ······ ········ ·········· ····· ··· ···· ······· ······ ········ ········· ·········· ····· ··· ···· ······· ······ ········ ········· ·········· ····· ··· ···· ······· ······ ········ ········· ·········· ····· ··· ···· ······· ······ ········ ········ ········· ·········· ····· ··· ···· ······· ······ ········ ········· ·········· ····· ··· ···· ······· ······ ········ ······ ········ ········· ·········· ····· ··· ···· ······· ······ ········ ········· ·········· ····· ··· ···· ······· ······ ········ ······· ······ ········ ········· ·········· ····· ··· ···· ······· ······ ········ ········· ·········· ····· ··· ···· ······· ······ ········ ···· ······· ······ ········ ········· ·········· ····· ··· ···· ······· ······ ········ ········· ·········· ··· ···· ······· ······ ········ ········· ·········· ····· ··· ···· ······· ······ ········ ········· ·········· ····· ··· ···· ······· ······ ········ ········· ·········· ····· ··· ···· ······· ······ ········ ········· ·········· ·········· ····· ··· ···· ······· ······ ········ ········· ·········· ····· ··· ···· ······· ······ ········ ········· ·········· ········· ·········· ····· ··· ···· ······· ······ ········ ········· ·········· ····· ··· ···· ······· ······ ········ ········· ·········· ········ ········· ·········· ····· ··· ···· ······· ······ ········ ········· ·········· ····· ··· ···· ······· ······ ········ ········· ·········· ······ ········ ········· ·········· ····· ··· ···· ······· ······ ········ ········· ·········· ····· ··· ······· ······ ········ ········· ·········· ····· ··· ···· ······· ······ ········ ········· ·········· ····· ··· ···· ······· ······ ········ ········· ·········· ····· ··· ···· ······· ······ ········ ········· ·········· ····· ··· ··· ···· ······· ······ ········ ········· ·········· ····· ··· ···· ······· ······ ········ ········· ·········· ····· ··· ····· ··· ···· ······· ······ ········ ········· ·········· ····· ··· ···· ······· ······ ········ ········· ·········· ····· ··· ·········· ····· ··· ···· ······· ······ ········ ········· ·········· ····· ··· ···· ······· ······ ········ ········· ·········· ····· ··· ········· ·········· ····· ··· ···· ······· ······ ········ ········· ·········· ····· ··· ···· ······· ········ ········· ·········· ····· ··· ···· ······· ······ ········ ········· ·········· ····· ··· ···· ······· ······ ········ ········· ·········· ····· ··· ···· ······· ······ ········ ········· ·········· ····· ··· ···· ······· ······· ······ ········ ········· ·········· ····· ··· ···· ······· ······ ········ ········· ·········· ····· ··· ···· ······· ···· ······· ······ ········ ········· ·········· ····· ··· ···· ······· ······ ········ ········· ·········· ····· ··· ···· ······· ··· ···· ······· ······ ········ ········· ·········· ····· ··· ···· ······· ······ ········ ········· ·········· ····· ··· ···· ······· ····· ··· ···· ······· ······ ········ ········· ·········· ····· ··· ···· ······· ······ ········ ·········· ····· ··· ···· ······· ······ ········ ········· ·········· ····· ··· ···· ······· ······ ········ ········· ·········· ····· ··· ···· ······· ······ ········ ········· ·········· ····· ··· ···· ······· ······ ········ ········ ········· ·········· ····· ··· ···· ······· ······ ········ ········· ·········· ····· ··· ···· ······· ······ ········ ······ ········ ········· ·········· ····· ··· ···· ······· ······ ········ ········· ·········· ····· ··· ···· ······· ······ ········ ······· ······ ········ ········· ·········· ····· ··· ···· ······· ······ ········ ········· ·········· ····· ··· ···· ······· ······ ········ ···· ······· ······ ········ ········· ·········· ····· ··· ···· ······· ······ ········ ········· ·········· ··· ···· ······· ······ ········ ········· ·········· ····· ··· ···· ······· ······ ········ ········· ·········· ····· ··· ···· ······· ······ ········ ········· ·········· ····· ··· ···· ······· ······ ········ ········· ·········· ·········· ····· ··· ···· ······· ······ ········ ········· ·········· ····· ··· ···· ······· ······ ········ ········· ·········· ········· ·········· ····· ··· ···· ······· ······ ········ ········· ·········· ····· ··· ···· ······· ······ ········ ········· ·········· ········ ········· ·········· ····· ··· ···· ······· ······ ········ ········· ·········· ····· ··· ···· ······· ······ ········ ········· ·········· ······ ········ ········· ·········· ····· ··· ···· ······· ······ ········ ········· ·········· ····· ··· ······· ······ ········ ········· ·········· ····· ··· ···· ······· ······ ········ ········· ·········· ····· ··· ···· ······· ······ ········ ········· ·········· ····· ··· ···· ······· ······ ········ ········· ·········· ····· ··· ··· ···· ······· ······ ········ ········· ·········· ····· ··· ···· ······· ······ ········ ········· ·········· ····· ··· ····· ··· ···· ······· ······ ········ ········· ·········· ····· ··· ···· ······· ······ ········ ········· ·········· ····· ··· ·········· ····· ··· ···· ······· ······ ········ ········· ·········· ····· ··· ···· ······· ······ ········ ········· ·········· ····· ··· ········· ·········· ····· ··· ···· ······· ······ ········ ········· ·········· ····· ··· ···· ······· ········ ········· ·········· ····· ··· ···· ······· ······ ········ ········· ·········· ····· ··· ···· ······· ······ ········ ········· ·········· ····· ··· ···· ······· ······ ········ ········· ·········· ····· ··· ···· ······· ······· ······ ········ ········· ·········· ····· ··· ···· ······· ······ ········ ········· ·········· ····· ··· ···· ······· ···· ······· ······ ········ ········· ·········· ····· ··· ···· ······· ······ ········ ········· ·········· ····· ··· ···· ······· ··· ···· ······· ······ ········ ········· ·········· ····· ··· ···· ······· ······ ········ ········· ·········· ····· ··· ···· ······· ····· ··· ···· ······· ······ ········ ········· ·········· ····· ··· ···· ······· ······ ········ ·········· ····· ··· ···· ······· ······ ········ ········· ·········· ····· ··· ···· ······· ······ ········ ········· ·········· ····· ··· ···· ······· ······ ········ ········· ·········· ····· ··· ···· ······· ······ ········ ········ ········· ·········· ····· ··· ···· ······· ······ ········ ········· ·········· ····· ··· ···· ······· ······ ········: [208, 361, 370, 845]
- article-signature: FRANCIS GROSSIER.: [150, 740, 190, 745]
- column-3: [404, 12, 590, 917]
- section-separator: — — —: [87, 746, 113, 752]
- story-title: LA CASQUETTE: [446, 222, 548, 234]
- story-body-text: ····· ··· ···· ······· ······ ········ ········· ·········· ····· ··· ···· ······· ······ ········ ·········· ····· ··· ···· ······· ······ ········ ········· ·········· ····· ··· ···· ······· ······ ········ ········· ·········· ····· ··· ···· ······· ······ ········ ········· ·········· ····· ··· ···· ······· ······ ········ ········ ········· ·········· ····· ··· ···· ······· ······ ········ ········· ·········· ····· ··· ···· ······· ······ ········ ······ ········ ········· ·········· ····· ··· ···· ······· ······ ········ ········· ·········· ····· ··· ···· ······· ······ ········ ······· ······ ········ ········· ·········· ····· ··· ···· ······· ······ ········ ········· ·········· ····· ··· ···· ······· ······ ········ ···· ······· ······ ········ ········· ·········· ····· ··· ···· ······· ······ ········ ········· ·········· ··· ···· ······· ······ ········ ········· ·········· ····· ··· ···· ······· ······ ········ ········· ·········· ····· ··· ···· ······· ······ ········ ········· ·········· ····· ··· ···· ······· ······ ········ ········· ·········· ·········· ····· ··· ···· ······· ······ ········ ········· ·········· ····· ··· ···· ······· ······ ········ ········· ·········· ········· ·········· ····· ··· ···· ······· ······ ········ ········· ·········· ····· ··· ···· ······· ······ ········ ········· ·········· ········ ········· ·········· ····· ··· ···· ······· ······ ········ ········· ·········· ····· ··· ···· ······· ······ ········ ········· ·········· ······ ········ ········· ·········· ····· ··· ···· ······· ······ ········ ········· ·········· ····· ··· ······· ······ ········ ········· ·········· ····· ··· ···· ······· ······ ········ ········· ·········· ····· ··· ···· ······· ······ ········ ········· ·········· ····· ··· ···· ······· ······ ········ ········· ·········· ····· ··· ··· ···· ······· ······ ········ ········· ·········· ····· ··· ···· ······· ······ ········ ········· ·········· ····· ··· ····· ··· ···· ······· ······ ········ ········· ·········· ····· ··· ···· ······· ······ ········ ········· ·········· ····· ··· ·········· ····· ··· ···· ······· ······ ········ ········· ·········· ····· ··· ···· ······· ······ ········ ········· ·········· ····· ··· ········· ·········· ····· ··· ···· ······· ······ ········ ········· ·········· ····· ··· ···· ······· ········ ········· ·········· ····· ··· ···· ······· ······ ········ ········· ·········· ····· ··· ···· ······· ······ ········ ········· ·········· ····· ··· ···· ······· ······ ········ ········· ·········· ····· ··· ···· ······· ······· ······ ········ ········· ·········· ····· ··· ···· ······· ······ ········ ········· ·········· ····· ··· ···· ······· ···· ······· ······ ········ ········· ·········· ····· ··· ···· ······· ······ ········ ········· ·········· ····· ··· ···· ······· ··· ···· ······· ······ ········ ········· ·········· ····· ··· ···· ······· ······ ········ ········· ·········· ····· ··· ···· ······· ····· ··· ···· ······· ······ ········ ········· ·········· ····· ··· ···· ······· ······ ········ ·········· ····· ··· ···· ······· ······ ········ ········· ·········· ····· ··· ···· ······· ······ ········ ········· ·········· ····· ··· ···· ······· ······ ········ ········· ·········· ····· ··· ···· ······· ······ ········ ········ ········· ·········· ····· ··· ···· ······· ······ ········ ········· ·········· ····· ··· ···· ······· ······ ········ ······ ········ ········· ·········· ····· ··· ···· ······· ······ ········ ········· ·········· ····· ··· ···· ······· ······ ········ ······· ······ ········ ········· ·········· ····· ··· ···· ······· ······ ········ ········· ·········· ····· ··· ···· ······· ······ ········: [14, 771, 176, 916]
- story-body-text: ····· ··· ···· ······· ······ ········ ········· ·········· ····· ··· ···· ······· ······ ········ ·········· ····· ··· ···· ······· ······ ········ ········· ·········· ····· ··· ···· ······· ······ ········ ········· ·········· ····· ··· ···· ······· ······ ········ ········· ·········· ····· ··· ···· ······· ······ ········ ········ ········· ·········· ····· ··· ···· ······· ······ ········ ········· ·········· ····· ··· ···· ······· ······ ········ ······ ········ ········· ·········· ····· ··· ···· ······· ······ ········ ········· ·········· ····· ··· ···· ······· ······ ········ ······· ······ ········ ········· ·········· ····· ··· ···· ······· ······ ········ ········· ·········· ····· ··· ···· ······· ······ ········ ···· ······· ······ ········ ········· ·········· ····· ··· ···· ······· ······ ········ ········· ·········· ··· ···· ······· ······ ········ ········· ·········· ····· ··· ···· ······· ······ ········ ········· ·········· ····· ··· ···· ······· ······ ········ ········· ·········· ····· ··· ···· ······· ······ ········ ········· ·········· ·········· ····· ··· ···· ······· ······ ········ ········· ·········· ····· ··· ···· ······· ······ ········ ········· ·········· ········· ·········· ····· ··· ···· ······· ······ ········ ········· ·········· ····· ··· ···· ······· ······ ········ ········· ·········· ········ ········· ·········· ····· ··· ···· ······· ······ ········ ········· ·········· ····· ··· ···· ······· ······ ········ ········· ·········· ······ ········ ········· ·········· ····· ··· ···· ······· ······ ········ ········· ·········· ····· ··· ······· ······ ········ ········· ·········· ····· ··· ···· ······· ······ ········ ········· ·········· ····· ··· ···· ······· ······ ········ ········· ·········· ····· ··· ···· ······· ······ ········ ········· ·········· ····· ··· ··· ···· ······· ······ ········ ········· ·········· ····· ··· ···· ······· ······ ········ ········· ·········· ····· ··· ····· ··· ···· ······· ······ ········ ········· ·········· ····· ··· ···· ······· ······ ········ ········· ·········· ····· ··· ·········· ····· ··· ···· ······· ······ ········ ········· ·········· ····· ··· ···· ······· ······ ········ ········· ·········· ····· ··· ········· ·········· ····· ··· ···· ······· ······ ········ ········· ·········· ····· ··· ···· ······· ········ ········· ·········· ····· ··· ···· ······· ······ ········ ········· ·········· ····· ··· ···· ······· ······ ········ ········· ·········· ····· ··· ···· ······· ······ ········ ········· ·········· ····· ··· ···· ······· ······· ······ ········ ········· ·········· ····· ··· ···· ······· ······ ········ ········· ·········· ····· ··· ···· ······· ···· ······· ······ ········ ········· ·········· ····· ··· ···· ······· ······ ········ ········· ·········· ····· ··· ···· ······· ··· ···· ······· ······ ········ ········· ·········· ····· ··· ···· ······· ······ ········ ········· ·········· ····· ··· ···· ······· ····· ··· ···· ······· ······ ········ ········· ·········· ····· ··· ···· ······· ······ ········ ·········· ····· ··· ···· ······· ······ ········ ········· ·········· ····· ··· ···· ······· ······ ········ ········· ·········· ····· ··· ···· ······· ······ ········ ········· ·········· ····· ··· ···· ······· ······ ········ ········ ········· ·········· ····· ··· ···· ······· ······ ········ ········· ·········· ····· ··· ···· ······· ······ ········ ······ ········ ········· ·········· ····· ··· ···· ······· ······ ········ ········· ·········· ····· ··· ···· ······· ······ ········ ······· ······ ········ ········· ·········· ····· ··· ···· ······· ······ ········ ········· ·········· ····· ··· ···· ······· ······ ········ ···· ······· ······ ········ ········· ·········· ····· ··· ···· ······· ······ ········ ········· ·········· ··· ···· ······· ······ ········ ········· ·········· ····· ··· ···· ······· ······ ········ ········· ·········· ····· ··· ···· ······· ······ ········ ········· ·········· ····· ··· ···· ······· ······ ········ ········· ·········· ·········· ····· ··· ···· ······· ······ ········ ········· ·········· ····· ··· ···· ······· ······ ········ ········· ··········: [208, 12, 370, 176]
- column-rule: [398, 12, 399, 870]
- column-rule: [197, 12, 198, 870]
